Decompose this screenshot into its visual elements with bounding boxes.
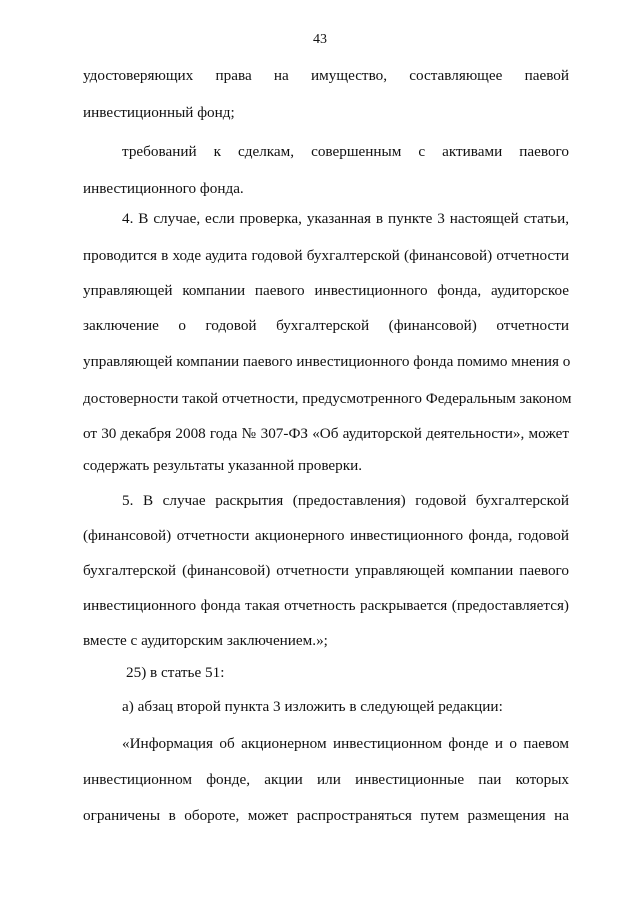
text-line: инвестиционном фонде, акции или инвестиционные паи которых: [83, 771, 569, 788]
text-line: 4. В случае, если проверка, указанная в пункте 3 настоящей статьи,: [122, 210, 569, 227]
text-line: от 30 декабря 2008 года № 307-ФЗ «Об аудиторской деятельности», может: [83, 425, 569, 442]
text-line: удостоверяющих права на имущество, составляющее паевой: [83, 67, 569, 84]
text-line: 5. В случае раскрытия (предоставления) годовой бухгалтерской: [122, 492, 569, 509]
text-line: достоверности такой отчетности, предусмотренного Федеральным законом: [83, 390, 572, 407]
text-line: проводится в ходе аудита годовой бухгалтерской (финансовой) отчетности: [83, 247, 569, 264]
text-line: управляющей компании паевого инвестиционного фонда помимо мнения о: [83, 353, 571, 370]
text-line: а) абзац второй пункта 3 изложить в следующей редакции:: [122, 698, 503, 715]
text-line: бухгалтерской (финансовой) отчетности управляющей компании паевого: [83, 562, 569, 579]
page-number: 43: [313, 32, 327, 47]
text-line: вместе с аудиторским заключением.»;: [83, 632, 328, 649]
text-line: 25) в статье 51:: [126, 664, 225, 681]
text-line: заключение о годовой бухгалтерской (финансовой) отчетности: [83, 317, 569, 334]
text-line: содержать результаты указанной проверки.: [83, 457, 363, 474]
text-line: (финансовой) отчетности акционерного инвестиционного фонда, годовой: [83, 527, 569, 544]
text-line: управляющей компании паевого инвестиционного фонда, аудиторское: [83, 282, 569, 299]
text-line: требований к сделкам, совершенным с активами паевого: [122, 143, 569, 160]
text-line: инвестиционный фонд;: [83, 104, 235, 121]
text-line: ограничены в обороте, может распространяться путем размещения на: [83, 807, 569, 824]
text-line: инвестиционного фонда такая отчетность раскрывается (предоставляется): [83, 597, 569, 614]
text-line: инвестиционного фонда.: [83, 180, 244, 197]
text-line: «Информация об акционерном инвестиционном фонде и о паевом: [122, 735, 569, 752]
